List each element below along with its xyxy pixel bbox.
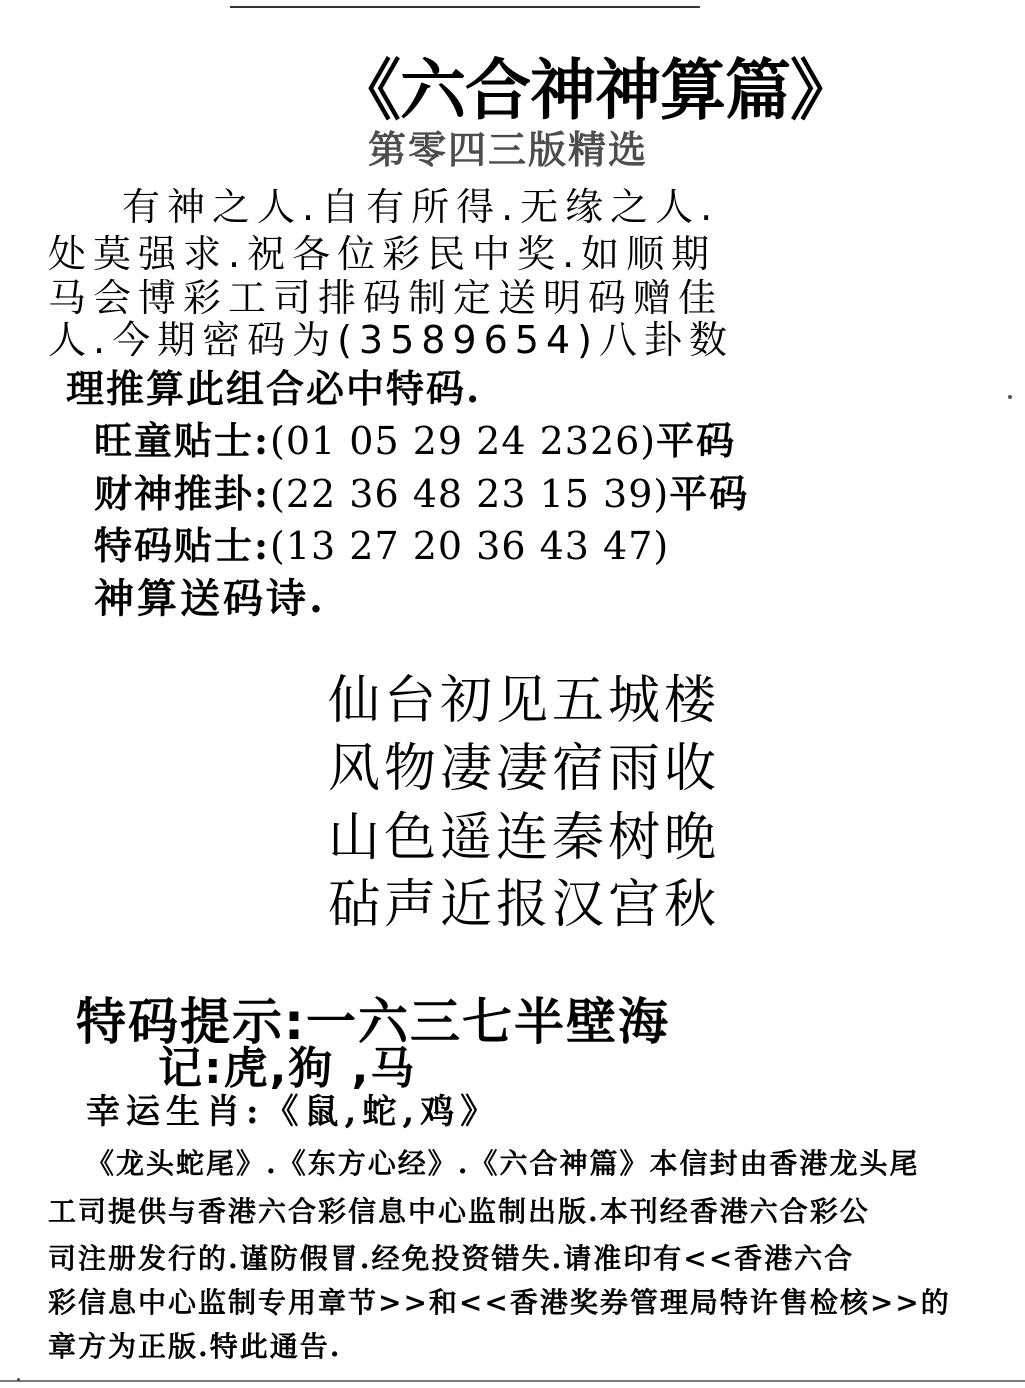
intro-line-4: 人.今期密码为(3589654)八卦数 <box>48 318 734 362</box>
notice-line-1: 《龙头蛇尾》.《东方心经》.《六合神篇》本信封由香港龙头尾 <box>86 1147 920 1180</box>
intro-line-1: 有神之人.自有所得.无缘之人. <box>122 185 720 229</box>
intro-line-3: 马会博彩工司排码制定送明码赠佳 <box>48 276 724 320</box>
notice-line-5: 章方为正版.特此通告. <box>48 1330 342 1363</box>
number-row <box>94 410 736 465</box>
hint-zodiacs: 记:虎,狗 ,马 <box>158 1043 417 1094</box>
poem-label: 神算送码诗. <box>94 575 326 622</box>
notice-line-2: 工司提供与香港六合彩信息中心监制出版.本刊经香港六合彩公 <box>48 1195 870 1228</box>
number-row-value: (13 27 20 36 43 47) <box>270 524 670 568</box>
poem-line-3: 山色遥连秦树晚 <box>328 808 721 868</box>
special-code-hint: 特码提示:一六三七半壁海 <box>76 993 670 1051</box>
bottom-border-line <box>0 1380 1025 1382</box>
edition-subtitle: 第零四三版精选 <box>368 127 649 172</box>
poem-line-1: 仙台初见五城楼 <box>328 671 721 731</box>
top-border-line <box>230 6 700 8</box>
number-row <box>94 463 749 518</box>
number-row-label: 特码贴士: <box>94 523 271 568</box>
number-row-label: 旺童贴士: <box>94 418 271 463</box>
notice-line-3: 司注册发行的.谨防假冒.经免投资错失.请准印有<<香港六合 <box>48 1242 855 1275</box>
lucky-zodiacs: 幸运生肖:《鼠,蛇,鸡》 <box>86 1092 501 1132</box>
poem-line-4: 砧声近报汉宫秋 <box>328 875 721 935</box>
special-code-statement: 理推算此组合必中特码. <box>66 366 482 411</box>
number-row <box>94 515 669 570</box>
poem-line-2: 风物凄凄宿雨收 <box>328 739 721 799</box>
number-row-value: (22 36 48 23 15 39) <box>270 472 670 516</box>
number-row-value: (01 05 29 24 2326) <box>270 419 657 463</box>
number-row-suffix: 平码 <box>656 418 737 463</box>
scan-speck <box>1008 395 1012 399</box>
page-title: 《六合神神算篇》 <box>335 51 855 129</box>
number-row-label: 财神推卦: <box>94 471 271 516</box>
notice-line-4: 彩信息中心监制专用章节>>和<<香港奖券管理局特许售检核>>的 <box>48 1286 951 1319</box>
number-row-suffix: 平码 <box>669 471 750 516</box>
intro-line-2: 处莫强求.祝各位彩民中奖.如顺期 <box>48 232 717 276</box>
